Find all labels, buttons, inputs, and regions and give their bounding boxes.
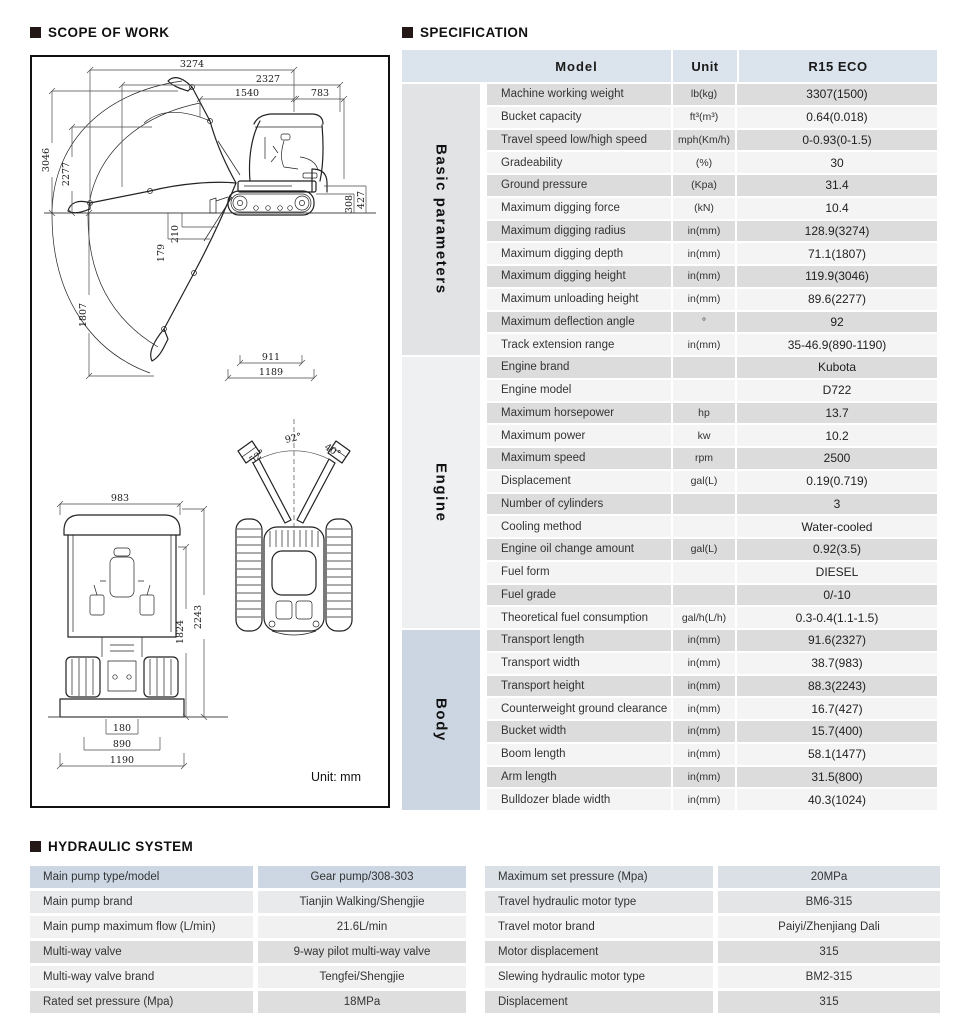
- hydraulic-row-name: Rated set pressure (Mpa): [30, 991, 253, 1013]
- spec-row-value: DIESEL: [735, 562, 937, 583]
- hydraulic-row: [485, 941, 940, 963]
- dim-1189: 1189: [258, 367, 284, 378]
- dim-2243: 2243: [193, 604, 204, 630]
- spec-row-unit: lb(kg): [671, 84, 735, 105]
- spec-row-value: Water-cooled: [735, 516, 937, 537]
- spec-row-value: 13.7: [735, 403, 937, 424]
- spec-row-value: 0/-10: [735, 585, 937, 606]
- spec-row-name: Travel speed low/high speed: [501, 133, 647, 146]
- hydraulic-row-name: Main pump type/model: [30, 866, 253, 888]
- group-label-basic: Basic parameters: [402, 84, 480, 357]
- hydraulic-row: [485, 991, 940, 1013]
- spec-row-value: 119.9(3046): [735, 266, 937, 287]
- spec-group-engine: [402, 357, 937, 630]
- spec-row: [487, 130, 937, 153]
- dim-427: 427: [356, 190, 367, 210]
- square-bullet-icon: [402, 27, 413, 38]
- hydraulic-row-name: Travel motor brand: [485, 916, 713, 938]
- spec-row-name: Transport width: [501, 657, 580, 670]
- spec-row-name: Arm length: [501, 770, 557, 783]
- dim-783: 783: [310, 88, 330, 99]
- spec-row-unit: [671, 562, 735, 583]
- spec-row-value: 10.4: [735, 198, 937, 219]
- hydraulic-row-value: BM6-315: [718, 891, 940, 913]
- hydraulic-row-value: BM2-315: [718, 966, 940, 988]
- spec-row: [487, 585, 937, 608]
- spec-row-name: Engine brand: [501, 361, 570, 374]
- spec-row-name: Maximum unloading height: [501, 293, 639, 306]
- dim-2327: 2327: [255, 74, 281, 85]
- spec-row-name: Engine oil change amount: [501, 543, 634, 556]
- spec-row: [487, 767, 937, 790]
- spec-row-unit: in(mm): [671, 630, 735, 651]
- spec-row: [487, 676, 937, 699]
- spec-row-unit: [671, 585, 735, 606]
- spec-row-unit: gal/h(L/h): [671, 607, 735, 628]
- dim-179: 179: [156, 243, 167, 263]
- spec-row-name: Cooling method: [501, 520, 582, 533]
- spec-row-unit: in(mm): [671, 767, 735, 788]
- spec-row: [487, 630, 937, 653]
- spec-row: [487, 562, 937, 585]
- spec-rows-engine: [487, 357, 937, 630]
- specification-title-text: SPECIFICATION: [420, 24, 529, 40]
- dim-3274: 3274: [179, 59, 205, 70]
- spec-row-name: Displacement: [501, 475, 571, 488]
- hydraulic-row-value: 20MPa: [718, 866, 940, 888]
- dim-210: 210: [170, 224, 181, 244]
- spec-row: [487, 494, 937, 517]
- specification-section: [402, 24, 937, 812]
- hydraulic-row-value: 18MPa: [258, 991, 466, 1013]
- boom-raised-pose: [168, 78, 240, 183]
- spec-row-unit: gal(L): [671, 471, 735, 492]
- spec-rows-basic: [487, 84, 937, 357]
- hydraulic-row: [30, 991, 466, 1013]
- spec-row: [487, 744, 937, 767]
- spec-row-name: Engine model: [501, 384, 572, 397]
- spec-row-unit: in(mm): [671, 334, 735, 355]
- spec-row-name: Maximum deflection angle: [501, 315, 635, 328]
- dim-1824: 1824: [175, 619, 186, 645]
- spec-row-unit: in(mm): [671, 721, 735, 742]
- side-view: [41, 59, 376, 381]
- spec-row-name: Transport length: [501, 634, 585, 647]
- spec-row-value: Kubota: [735, 357, 937, 378]
- hydraulic-row-name: Displacement: [485, 991, 713, 1013]
- spec-row-name: Machine working weight: [501, 88, 624, 101]
- spec-row-unit: (%): [671, 152, 735, 173]
- spec-row-value: 16.7(427): [735, 698, 937, 719]
- spec-row-name: Bulldozer blade width: [501, 793, 611, 806]
- spec-row-name: Maximum power: [501, 429, 586, 442]
- scope-of-work-title: [30, 24, 390, 40]
- hydraulic-row: [30, 966, 466, 988]
- spec-table-header: [402, 50, 937, 82]
- spec-row-unit: in(mm): [671, 744, 735, 765]
- spec-row: [487, 380, 937, 403]
- spec-row: [487, 357, 937, 380]
- dim-911: 911: [261, 352, 281, 363]
- hydraulic-row-value: 9-way pilot multi-way valve: [258, 941, 466, 963]
- hydraulic-row-name: Maximum set pressure (Mpa): [485, 866, 713, 888]
- side-view-tracks: [210, 191, 314, 215]
- spec-row: [487, 221, 937, 244]
- spec-row-name: Bucket width: [501, 725, 567, 738]
- spec-row-unit: gal(L): [671, 539, 735, 560]
- hydraulic-tables: [30, 866, 940, 1016]
- spec-row-unit: in(mm): [671, 653, 735, 674]
- group-label-body: Body: [402, 630, 480, 812]
- header-unit: Unit: [671, 50, 737, 82]
- spec-row-unit: in(mm): [671, 243, 735, 264]
- hydraulic-row-value: Paiyi/Zhenjiang Dali: [718, 916, 940, 938]
- front-view-body: [64, 515, 180, 657]
- spec-row-name: Maximum digging radius: [501, 224, 626, 237]
- spec-row-unit: rpm: [671, 448, 735, 469]
- spec-row-value: 58.1(1477): [735, 744, 937, 765]
- spec-row: [487, 107, 937, 130]
- spec-row-unit: ft³(m³): [671, 107, 735, 128]
- excavator-dimension-drawing: [32, 57, 388, 806]
- spec-row-name: Boom length: [501, 748, 566, 761]
- spec-row: [487, 653, 937, 676]
- spec-row-name: Theoretical fuel consumption: [501, 611, 649, 624]
- spec-row-unit: in(mm): [671, 789, 735, 810]
- spec-row-value: 0.3-0.4(1.1-1.5): [735, 607, 937, 628]
- spec-row-unit: (Kpa): [671, 175, 735, 196]
- hydraulic-row-name: Motor displacement: [485, 941, 713, 963]
- hydraulic-system-section: [30, 838, 940, 1016]
- spec-row: [487, 403, 937, 426]
- hydraulic-row-value: 315: [718, 991, 940, 1013]
- spec-row-value: 71.1(1807): [735, 243, 937, 264]
- spec-row-value: 2500: [735, 448, 937, 469]
- hydraulic-row: [30, 941, 466, 963]
- dim-1807: 1807: [78, 302, 89, 328]
- spec-row-name: Transport height: [501, 679, 585, 692]
- spec-row: [487, 266, 937, 289]
- spec-row-value: 91.6(2327): [735, 630, 937, 651]
- specification-title: [402, 24, 937, 40]
- spec-group-body: [402, 630, 937, 812]
- spec-row: [487, 721, 937, 744]
- hydraulic-row-name: Main pump brand: [30, 891, 253, 913]
- spec-row-unit: in(mm): [671, 221, 735, 242]
- front-view: [48, 493, 228, 769]
- hydraulic-row-value: 315: [718, 941, 940, 963]
- dim-890: 890: [112, 739, 132, 750]
- spec-row-unit: [671, 516, 735, 537]
- hydraulic-row: [30, 891, 466, 913]
- scope-of-work-title-text: SCOPE OF WORK: [48, 24, 170, 40]
- dim-angle-40: 40°: [322, 441, 343, 461]
- square-bullet-icon: [30, 27, 41, 38]
- side-view-dimensions: [41, 59, 367, 381]
- spec-row-name: Fuel grade: [501, 588, 556, 601]
- hydraulic-system-title-text: HYDRAULIC SYSTEM: [48, 838, 194, 854]
- spec-row-name: Number of cylinders: [501, 497, 604, 510]
- dim-180: 180: [112, 723, 132, 734]
- hydraulic-table-right: [485, 866, 940, 1016]
- hydraulic-row-name: Multi-way valve: [30, 941, 253, 963]
- spec-row-value: 10.2: [735, 425, 937, 446]
- hydraulic-row-name: Multi-way valve brand: [30, 966, 253, 988]
- square-bullet-icon: [30, 841, 41, 852]
- dim-2277: 2277: [61, 161, 72, 187]
- spec-row-value: 3: [735, 494, 937, 515]
- hydraulic-row-value: Tengfei/Shengjie: [258, 966, 466, 988]
- spec-row-name: Track extension range: [501, 338, 615, 351]
- spec-row-unit: hp: [671, 403, 735, 424]
- spec-row-unit: mph(Km/h): [671, 130, 735, 151]
- spec-row-value: 0.92(3.5): [735, 539, 937, 560]
- spec-row: [487, 539, 937, 562]
- spec-row-value: D722: [735, 380, 937, 401]
- hydraulic-row: [485, 866, 940, 888]
- spec-row-value: 0-0.93(0-1.5): [735, 130, 937, 151]
- unit-note: Unit: mm: [311, 770, 361, 784]
- spec-row-name: Ground pressure: [501, 179, 588, 192]
- spec-row-value: 0.64(0.018): [735, 107, 937, 128]
- spec-row: [487, 334, 937, 357]
- hydraulic-row-name: Main pump maximum flow (L/min): [30, 916, 253, 938]
- spec-row-unit: kw: [671, 425, 735, 446]
- dim-308: 308: [344, 194, 355, 214]
- spec-row-value: 31.4: [735, 175, 937, 196]
- dim-angle-92: 92°: [283, 431, 303, 446]
- hydraulic-row-value: Gear pump/308-303: [258, 866, 466, 888]
- header-model: Model: [555, 58, 598, 74]
- hydraulic-system-title: [30, 838, 940, 854]
- spec-row-value: 89.6(2277): [735, 289, 937, 310]
- spec-row-value: 30: [735, 152, 937, 173]
- hydraulic-row: [485, 966, 940, 988]
- spec-row: [487, 448, 937, 471]
- spec-row-value: 0.19(0.719): [735, 471, 937, 492]
- spec-row-name: Maximum speed: [501, 452, 586, 465]
- spec-row-value: 35-46.9(890-1190): [735, 334, 937, 355]
- spec-row-name: Counterweight ground clearance: [501, 702, 668, 715]
- scope-of-work-section: [30, 24, 390, 808]
- spec-row: [487, 175, 937, 198]
- spec-row-name: Maximum digging force: [501, 202, 620, 215]
- spec-table-body: [402, 84, 937, 812]
- spec-row-unit: in(mm): [671, 698, 735, 719]
- spec-row: [487, 152, 937, 175]
- spec-row: [487, 607, 937, 630]
- spec-row: [487, 471, 937, 494]
- spec-row: [487, 289, 937, 312]
- spec-row-value: 92: [735, 312, 937, 333]
- spec-row: [487, 243, 937, 266]
- spec-row-unit: [671, 494, 735, 515]
- spec-row: [487, 425, 937, 448]
- spec-row-value: 128.9(3274): [735, 221, 937, 242]
- dim-1190: 1190: [109, 755, 135, 766]
- top-view-body: [264, 527, 324, 635]
- group-label-engine: Engine: [402, 357, 480, 630]
- header-model-value: R15 ECO: [737, 50, 937, 82]
- hydraulic-row: [30, 916, 466, 938]
- spec-row-value: 15.7(400): [735, 721, 937, 742]
- dim-3046: 3046: [41, 147, 52, 173]
- spec-row-value: 40.3(1024): [735, 789, 937, 810]
- hydraulic-row-value: Tianjin Walking/Shengjie: [258, 891, 466, 913]
- hydraulic-row: [30, 866, 466, 888]
- spec-row: [487, 789, 937, 812]
- spec-row-name: Fuel form: [501, 566, 550, 579]
- spec-row-name: Bucket capacity: [501, 111, 582, 124]
- specification-table: [402, 50, 937, 812]
- spec-row-name: Maximum digging depth: [501, 247, 624, 260]
- spec-row-name: Maximum digging height: [501, 270, 626, 283]
- spec-row-unit: in(mm): [671, 676, 735, 697]
- spec-row: [487, 198, 937, 221]
- spec-row-name: Maximum horsepower: [501, 406, 615, 419]
- hydraulic-row: [485, 916, 940, 938]
- hydraulic-table-left: [30, 866, 466, 1016]
- spec-row-unit: [671, 357, 735, 378]
- hydraulic-row: [485, 891, 940, 913]
- spec-row-value: 88.3(2243): [735, 676, 937, 697]
- front-view-undercarriage: [48, 657, 228, 717]
- hydraulic-row-value: 21.6L/min: [258, 916, 466, 938]
- spec-rows-body: [487, 630, 937, 812]
- spec-row: [487, 698, 937, 721]
- spec-row-value: 31.5(800): [735, 767, 937, 788]
- hydraulic-row-name: Travel hydraulic motor type: [485, 891, 713, 913]
- spec-row-unit: °: [671, 312, 735, 333]
- spec-row: [487, 312, 937, 335]
- spec-row-name: Gradeability: [501, 156, 563, 169]
- boom-digging-pose: [151, 183, 236, 361]
- spec-row-value: 3307(1500): [735, 84, 937, 105]
- dim-angle-52: 52°: [247, 447, 268, 467]
- spec-row: [487, 516, 937, 539]
- dim-983: 983: [110, 493, 130, 504]
- side-view-cab: [238, 114, 327, 192]
- top-view: [236, 419, 352, 635]
- spec-group-basic: [402, 84, 937, 357]
- dim-1540: 1540: [234, 88, 260, 99]
- spec-row-unit: (kN): [671, 198, 735, 219]
- hydraulic-row-name: Slewing hydraulic motor type: [485, 966, 713, 988]
- spec-row-unit: in(mm): [671, 266, 735, 287]
- spec-row: [487, 84, 937, 107]
- spec-row-unit: in(mm): [671, 289, 735, 310]
- spec-row-value: 38.7(983): [735, 653, 937, 674]
- dimension-drawing-box: [30, 55, 390, 808]
- spec-row-unit: [671, 380, 735, 401]
